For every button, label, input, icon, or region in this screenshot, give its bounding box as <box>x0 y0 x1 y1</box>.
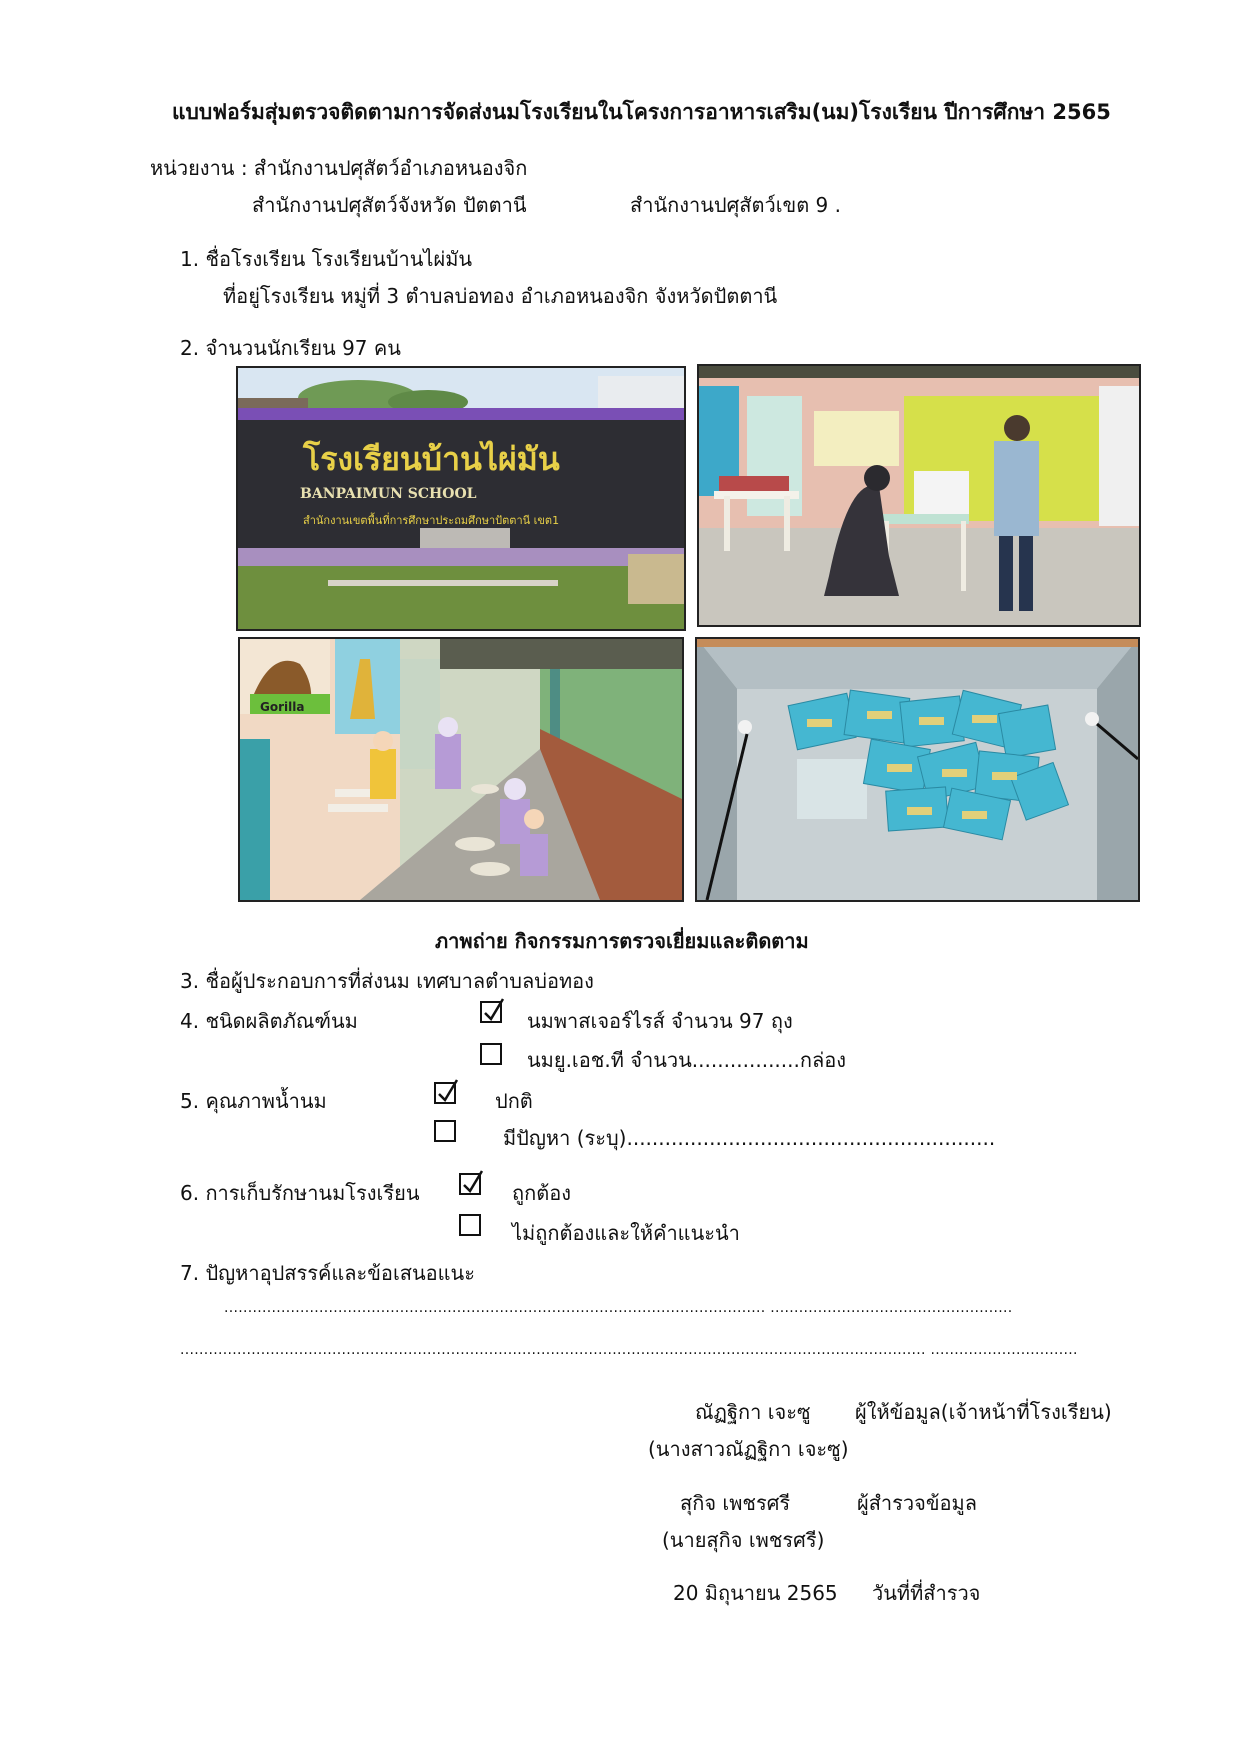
quality-problem-checkbox[interactable] <box>434 1120 456 1142</box>
milk-operator: 3. ชื่อผู้ประกอบการที่ส่งนม เทศบาลตำบลบ่อทอง <box>180 969 594 993</box>
surveyor-signature: สุกิจ เพชรศรี <box>680 1491 791 1515</box>
photo-caption: ภาพถ่าย กิจกรรมการตรวจเยี่ยมและติดตาม <box>435 929 809 953</box>
uht-checkbox[interactable] <box>480 1043 502 1065</box>
mural-text: Gorilla <box>260 700 305 714</box>
student-count: 2. จำนวนนักเรียน 97 คน <box>180 336 401 360</box>
suggestion-line-2[interactable]: ............................................................................................................................................................. ............................... <box>180 1342 1078 1358</box>
uht-option: นมยู.เอช.ที จำนวน.................กล่อง <box>527 1048 846 1072</box>
storage-correct-checkbox[interactable] <box>459 1173 481 1195</box>
photo-inspection-visit <box>697 364 1141 627</box>
pasteurized-checkbox[interactable] <box>480 1001 502 1023</box>
survey-date-label: วันที่ที่สำรวจ <box>872 1581 981 1605</box>
sign-sub-text: สำนักงานเขตพื้นที่การศึกษาประถมศึกษาปัตตานี เขต1 <box>303 514 560 527</box>
suggestion-line-1[interactable]: .................................................................................................................. ................................................... <box>224 1300 1013 1316</box>
school-name: 1. ชื่อโรงเรียน โรงเรียนบ้านไผ่มัน <box>180 247 473 271</box>
informant-full-name: (นางสาวณัฏฐิกา เจะซู) <box>648 1437 849 1461</box>
photo-milk-storage <box>695 637 1140 902</box>
region-office: สำนักงานปศุสัตว์เขต 9 . <box>630 193 841 217</box>
form-title: แบบฟอร์มสุ่มตรวจติดตามการจัดส่งนมโรงเรียนในโครงการอาหารเสริม(นม)โรงเรียน ปีการศึกษา 2565 <box>172 100 1111 124</box>
problems-suggestions-label: 7. ปัญหาอุปสรรค์และข้อเสนอแนะ <box>180 1261 475 1285</box>
province-office: สำนักงานปศุสัตว์จังหวัด ปัตตานี <box>252 193 527 217</box>
quality-normal-checkbox[interactable] <box>434 1082 456 1104</box>
pasteurized-option: นมพาสเจอร์ไรส์ จำนวน 97 ถุง <box>527 1009 793 1033</box>
photo-students-corridor <box>238 637 684 902</box>
sign-thai-text: โรงเรียนบ้านไผ่มัน <box>303 440 560 478</box>
informant-role: ผู้ให้ข้อมูล(เจ้าหน้าที่โรงเรียน) <box>855 1400 1112 1424</box>
quality-normal-option: ปกติ <box>495 1089 533 1113</box>
product-type-label: 4. ชนิดผลิตภัณฑ์นม <box>180 1009 358 1033</box>
milk-storage-label: 6. การเก็บรักษานมโรงเรียน <box>180 1181 420 1205</box>
informant-signature: ณัฏฐิกา เจะซู <box>695 1400 811 1424</box>
agency-line-1: หน่วยงาน : สำนักงานปศุสัตว์อำเภอหนองจิก <box>150 156 528 180</box>
surveyor-role: ผู้สำรวจข้อมูล <box>857 1491 977 1515</box>
survey-date: 20 มิถุนายน 2565 <box>673 1581 838 1605</box>
quality-problem-option: มีปัญหา (ระบุ).......................................................... <box>503 1126 996 1150</box>
storage-incorrect-option: ไม่ถูกต้องและให้คำแนะนำ <box>512 1221 740 1245</box>
surveyor-full-name: (นายสุกิจ เพชรศรี) <box>662 1528 825 1552</box>
storage-incorrect-checkbox[interactable] <box>459 1214 481 1236</box>
sign-english-text: BANPAIMUN SCHOOL <box>300 486 477 502</box>
school-address: ที่อยู่โรงเรียน หมู่ที่ 3 ตำบลบ่อทอง อำเภอหนองจิก จังหวัดปัตตานี <box>223 284 778 308</box>
storage-correct-option: ถูกต้อง <box>512 1181 571 1205</box>
milk-quality-label: 5. คุณภาพน้ำนม <box>180 1089 327 1113</box>
photo-school-sign <box>236 366 686 631</box>
